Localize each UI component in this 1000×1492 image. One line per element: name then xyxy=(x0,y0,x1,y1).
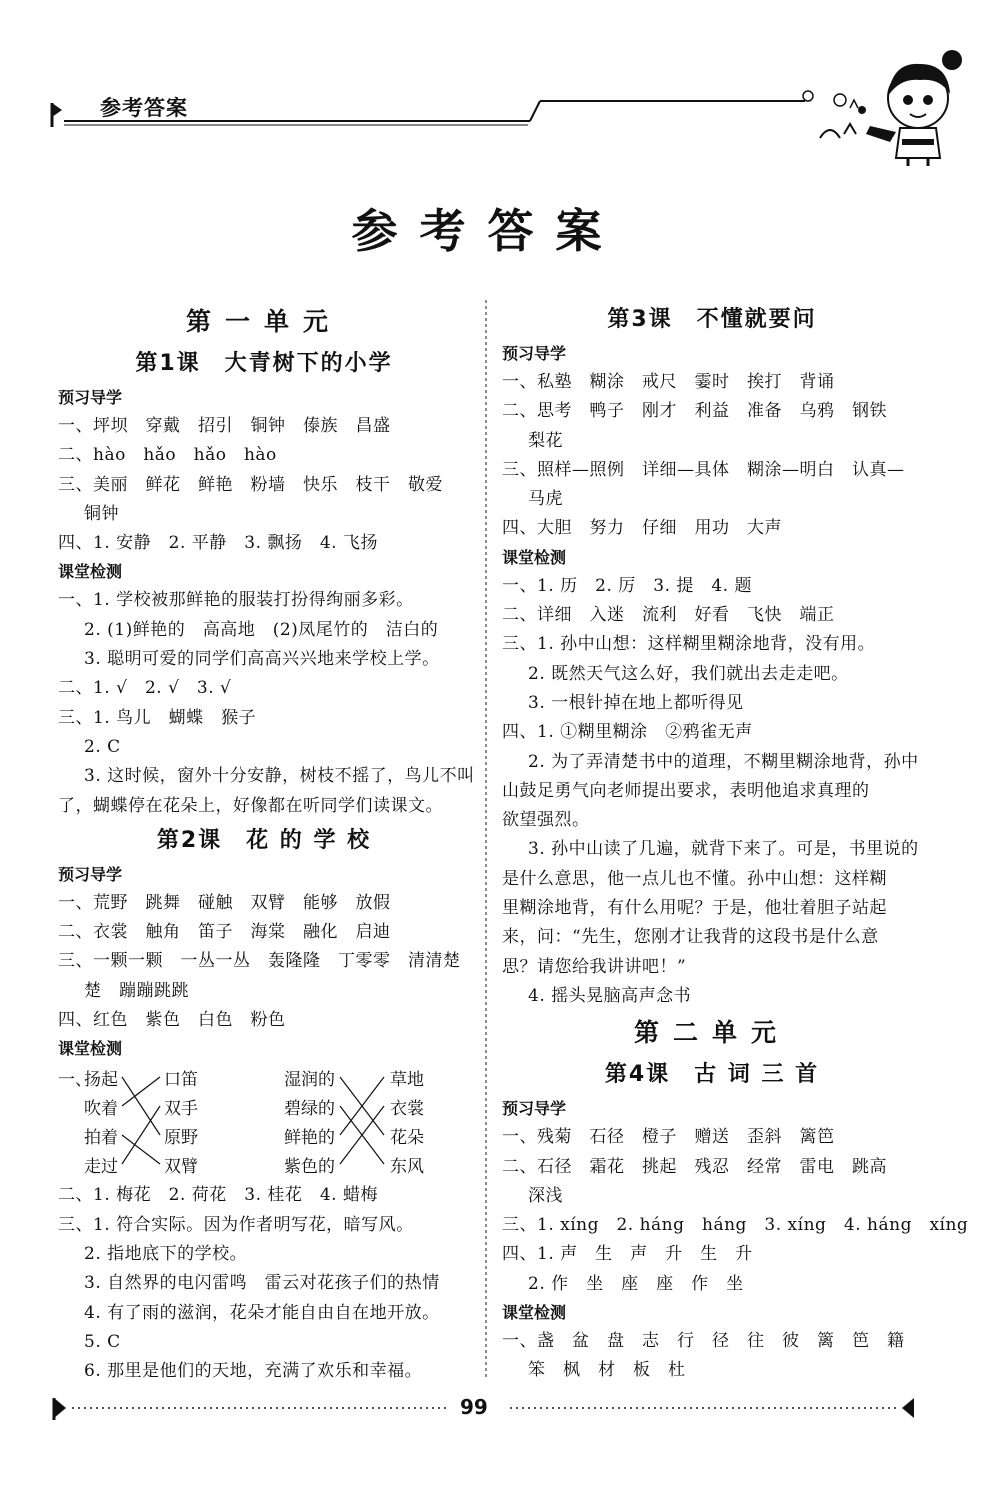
answer-line: 四、1. 安静 2. 平静 3. 飘扬 4. 飞扬 xyxy=(58,533,378,554)
answer-line: 欲望强烈。 xyxy=(502,810,590,831)
answer-line: 四、1. 声 生 声 升 生 升 xyxy=(502,1244,753,1265)
answer-line: 四、1. ①糊里糊涂 ②鸦雀无声 xyxy=(502,722,753,743)
match-left-b: 湿润的 xyxy=(284,1070,335,1091)
match-left-b: 碧绿的 xyxy=(284,1099,335,1120)
section-heading: 预习导学 xyxy=(502,1099,567,1119)
answer-line: 一、1. 历 2. 厉 3. 提 4. 题 xyxy=(502,575,752,596)
answer-line: 三、1. 符合实际。因为作者明写花，暗写风。 xyxy=(58,1214,414,1235)
answer-line: 思？请您给我讲讲吧！” xyxy=(502,956,687,977)
lesson-title: 第4课 古 词 三 首 xyxy=(604,1062,820,1088)
match-lines xyxy=(58,1063,470,1181)
answer-line: 4. 有了雨的滋润，花朵才能自由自在地开放。 xyxy=(84,1302,440,1323)
answer-line: 楚 蹦蹦跳跳 xyxy=(84,980,189,1001)
cartoon-girl-icon xyxy=(800,38,975,168)
answer-line: 马虎 xyxy=(528,489,563,510)
answer-line: 来，问：“先生，您刚才让我背的这段书是什么意 xyxy=(502,927,879,948)
section-heading: 课堂检测 xyxy=(502,547,567,567)
answer-line: 一、1. 学校被那鲜艳的服装打扮得绚丽多彩。 xyxy=(58,590,414,611)
page-number: 99 xyxy=(460,1395,488,1419)
match-right-a: 双臂 xyxy=(164,1157,198,1178)
answer-line: 3. 一根针掉在地上都听得见 xyxy=(528,692,744,713)
section-heading: 预习导学 xyxy=(502,344,567,363)
answer-line: 一、坪坝 穿戴 招引 铜钟 傣族 昌盛 xyxy=(58,416,391,436)
section-heading: 预习导学 xyxy=(58,388,123,407)
section-heading: 预习导学 xyxy=(58,864,123,884)
match-right-a: 口笛 xyxy=(164,1070,198,1091)
answer-line: 四、红色 紫色 白色 粉色 xyxy=(58,1010,286,1031)
answer-line: 深浅 xyxy=(528,1185,563,1206)
unit-title: 第一单元 xyxy=(185,307,342,336)
match-left-a: 扬起 xyxy=(84,1070,118,1091)
header-label: 参考答案 xyxy=(100,96,188,120)
answer-line: 2. 既然天气这么好，我们就出去走走吧。 xyxy=(528,663,849,684)
match-right-b: 草地 xyxy=(390,1070,424,1091)
match-left-a: 走过 xyxy=(84,1157,118,1178)
answer-line: 一、盏 盆 盘 志 行 径 往 彼 篱 笆 籍 xyxy=(502,1331,905,1352)
answer-line: 梨花 xyxy=(528,430,563,451)
page-title: 参考答案 xyxy=(351,204,624,258)
answer-line: 一、残菊 石径 橙子 赠送 歪斜 篱笆 xyxy=(502,1127,835,1148)
right-column xyxy=(502,300,969,1386)
answer-line: 三、美丽 鲜花 鲜艳 粉墙 快乐 枝干 敬爱 xyxy=(58,474,443,495)
answer-line: 二、1. 梅花 2. 荷花 3. 桂花 4. 蜡梅 xyxy=(58,1185,378,1206)
answer-line: 是什么意思，他一点儿也不懂。孙中山想：这样糊 xyxy=(502,868,887,889)
answer-line: 二、石径 霜花 挑起 残忍 经常 雷电 跳高 xyxy=(502,1156,887,1177)
section-heading: 课堂检测 xyxy=(502,1303,567,1323)
match-right-a: 原野 xyxy=(164,1128,198,1149)
section-heading: 课堂检测 xyxy=(58,1039,123,1059)
answer-line: 6. 那里是他们的天地，充满了欢乐和幸福。 xyxy=(84,1361,423,1382)
match-right-b: 衣裳 xyxy=(390,1099,424,1120)
answer-line: 三、1. 孙中山想：这样糊里糊涂地背，没有用。 xyxy=(502,634,876,655)
unit-title: 第二单元 xyxy=(633,1018,790,1048)
match-right-a: 双手 xyxy=(164,1099,198,1120)
answer-line: 2. C xyxy=(84,736,121,757)
answer-line: 一、荒野 跳舞 碰触 双臂 能够 放假 xyxy=(58,892,391,913)
answer-line: 5. C xyxy=(84,1331,121,1352)
answer-line: 笨 枫 材 板 杜 xyxy=(528,1360,686,1381)
answer-line: 3. 聪明可爱的同学们高高兴兴地来学校上学。 xyxy=(84,649,440,670)
left-column xyxy=(58,300,475,1386)
answer-line: 三、1. xíng 2. háng háng 3. xíng 4. háng xíng xyxy=(502,1215,969,1236)
match-right-b: 东风 xyxy=(390,1157,424,1178)
answer-line: 铜钟 xyxy=(84,503,119,524)
answer-line: 3. 孙中山读了几遍，就背下来了。可是，书里说的 xyxy=(528,839,919,860)
answer-line: 二、衣裳 触角 笛子 海棠 融化 启迪 xyxy=(58,922,391,943)
match-right-b: 花朵 xyxy=(390,1128,424,1149)
lesson-title: 第3课 不懂就要问 xyxy=(607,307,817,332)
match-left-b: 鲜艳的 xyxy=(284,1128,335,1149)
match-left-b: 紫色的 xyxy=(284,1157,335,1178)
answer-line: 二、hào hǎo hǎo hào xyxy=(58,445,277,466)
answer-line: 山鼓足勇气向老师提出要求，表明他追求真理的 xyxy=(502,780,870,801)
answer-line: 了，蝴蝶停在花朵上，好像都在听同学们读课文。 xyxy=(58,795,443,816)
lesson-title: 第1课 大青树下的小学 xyxy=(135,351,393,376)
answer-line: 3. 这时候，窗外十分安静，树枝不摇了，鸟儿不叫 xyxy=(84,766,475,787)
answer-line: 二、详细 入迷 流利 好看 飞快 端正 xyxy=(502,605,835,626)
answer-line: 二、1. √ 2. √ 3. √ xyxy=(58,678,232,699)
answer-line: 一、私塾 糊涂 戒尺 霎时 挨打 背诵 xyxy=(502,372,835,392)
answer-line: 三、一颗一颗 一丛一丛 轰隆隆 丁零零 清清楚 xyxy=(58,951,461,972)
match-left-a: 拍着 xyxy=(84,1128,118,1149)
answer-line: 二、思考 鸭子 刚才 利益 准备 乌鸦 钢铁 xyxy=(502,401,887,422)
footer-rule xyxy=(48,1390,928,1430)
answer-line: 4. 摇头晃脑高声念书 xyxy=(528,985,692,1006)
answer-line: 四、大胆 努力 仔细 用功 大声 xyxy=(502,518,782,539)
answer-line: 2. 作 坐 座 座 作 坐 xyxy=(528,1273,744,1294)
answer-line: 三、照样—照例 详细—具体 糊涂—明白 认真— xyxy=(502,459,905,480)
answer-line: 三、1. 鸟儿 蝴蝶 猴子 xyxy=(58,707,257,728)
answer-line: 里糊涂地背，有什么用呢？于是，他壮着胆子站起 xyxy=(502,898,887,919)
lesson-title: 第2课 花 的 学 校 xyxy=(156,827,372,853)
answer-line: 3. 自然界的电闪雷鸣 雷云对花孩子们的热情 xyxy=(84,1273,440,1294)
answer-line: 2. (1)鲜艳的 高高地 (2)凤尾竹的 洁白的 xyxy=(84,619,439,640)
matching-exercise xyxy=(58,1063,470,1181)
match-prefix: 一、 xyxy=(58,1070,92,1091)
answer-line: 2. 指地底下的学校。 xyxy=(84,1243,248,1264)
answer-line: 2. 为了弄清楚书中的道理，不糊里糊涂地背，孙中 xyxy=(528,751,919,772)
section-heading: 课堂检测 xyxy=(58,562,123,582)
column-divider xyxy=(484,300,488,1380)
match-left-a: 吹着 xyxy=(84,1099,118,1120)
